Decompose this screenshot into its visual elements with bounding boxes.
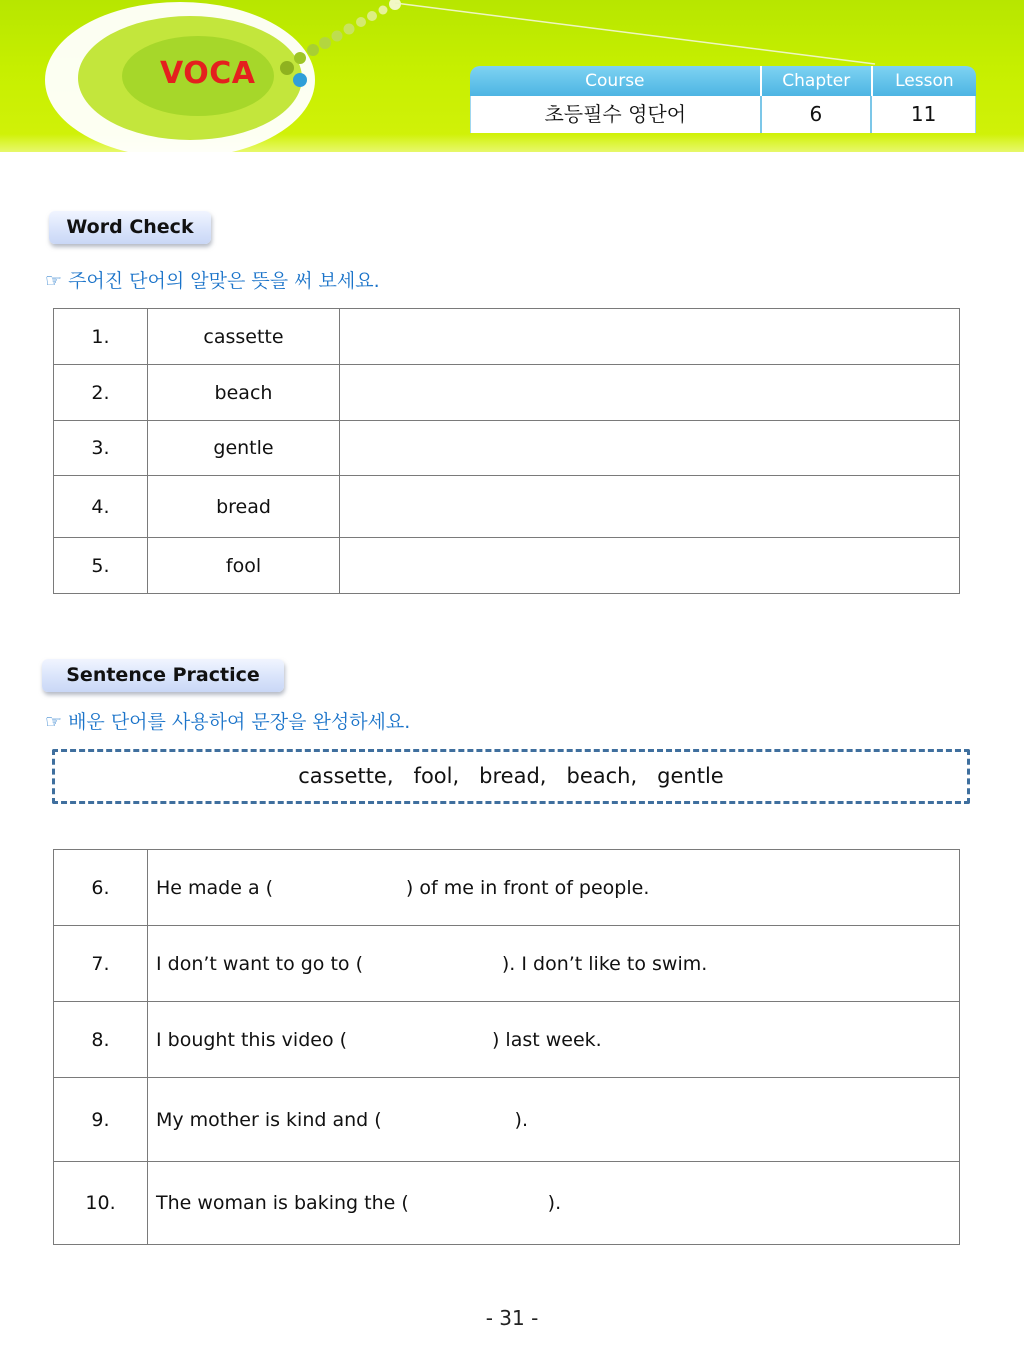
course-value: 초등필수 영단어 bbox=[544, 102, 687, 126]
answer-cell[interactable] bbox=[340, 365, 960, 421]
course-table-values bbox=[470, 96, 976, 133]
word-check-instruction: ☞ 주어진 단어의 알맞은 뜻을 써 보세요. bbox=[45, 270, 380, 292]
table-row bbox=[54, 926, 960, 1002]
answer-cell[interactable] bbox=[340, 476, 960, 538]
vocab-word: fool bbox=[148, 538, 340, 594]
table-row bbox=[54, 421, 960, 476]
course-header-label: Course bbox=[585, 71, 645, 91]
voca-logo bbox=[0, 0, 420, 152]
page-number: - 31 - bbox=[485, 1306, 539, 1330]
vocab-word: bread bbox=[148, 476, 340, 538]
answer-cell[interactable] bbox=[340, 309, 960, 365]
table-row bbox=[54, 1162, 960, 1245]
row-number: 2. bbox=[54, 365, 148, 421]
table-row bbox=[54, 1078, 960, 1162]
table-row bbox=[54, 476, 960, 538]
word-bank-box: cassette, fool, bread, beach, gentle bbox=[52, 749, 970, 804]
row-number: 3. bbox=[54, 421, 148, 476]
row-number: 6. bbox=[54, 850, 148, 926]
answer-cell[interactable] bbox=[340, 538, 960, 594]
row-number: 8. bbox=[54, 1002, 148, 1078]
row-number: 4. bbox=[54, 476, 148, 538]
table-row bbox=[54, 538, 960, 594]
sentence-practice-title: Sentence Practice bbox=[42, 659, 284, 692]
sentence-text[interactable]: My mother is kind and ( ). bbox=[148, 1078, 960, 1162]
row-number: 10. bbox=[54, 1162, 148, 1245]
table-row bbox=[54, 309, 960, 365]
vocab-word: cassette bbox=[148, 309, 340, 365]
sentence-text[interactable]: I bought this video ( ) last week. bbox=[148, 1002, 960, 1078]
row-number: 9. bbox=[54, 1078, 148, 1162]
row-number: 1. bbox=[54, 309, 148, 365]
answer-cell[interactable] bbox=[340, 421, 960, 476]
course-info-table bbox=[470, 66, 976, 133]
vocab-word: gentle bbox=[148, 421, 340, 476]
sentence-text[interactable]: I don’t want to go to ( ). I don’t like to swim. bbox=[148, 926, 960, 1002]
row-number: 7. bbox=[54, 926, 148, 1002]
row-number: 5. bbox=[54, 538, 148, 594]
chapter-value: 6 bbox=[760, 96, 871, 133]
sentence-practice-instruction: ☞ 배운 단어를 사용하여 문장을 완성하세요. bbox=[45, 711, 411, 733]
sentence-practice-table bbox=[53, 849, 960, 1245]
sentence-text[interactable]: The woman is baking the ( ). bbox=[148, 1162, 960, 1245]
header-band bbox=[0, 0, 1024, 152]
lesson-value: 11 bbox=[870, 96, 975, 133]
course-table-header bbox=[470, 66, 976, 96]
table-row bbox=[54, 850, 960, 926]
table-row bbox=[54, 365, 960, 421]
logo-text: VOCA bbox=[160, 56, 256, 91]
word-check-title: Word Check bbox=[49, 211, 211, 244]
sentence-text[interactable]: He made a ( ) of me in front of people. bbox=[148, 850, 960, 926]
vocab-word: beach bbox=[148, 365, 340, 421]
table-row bbox=[54, 1002, 960, 1078]
lesson-header-label: Lesson bbox=[871, 66, 976, 96]
chapter-header-label: Chapter bbox=[760, 66, 871, 96]
word-check-table bbox=[53, 308, 960, 594]
